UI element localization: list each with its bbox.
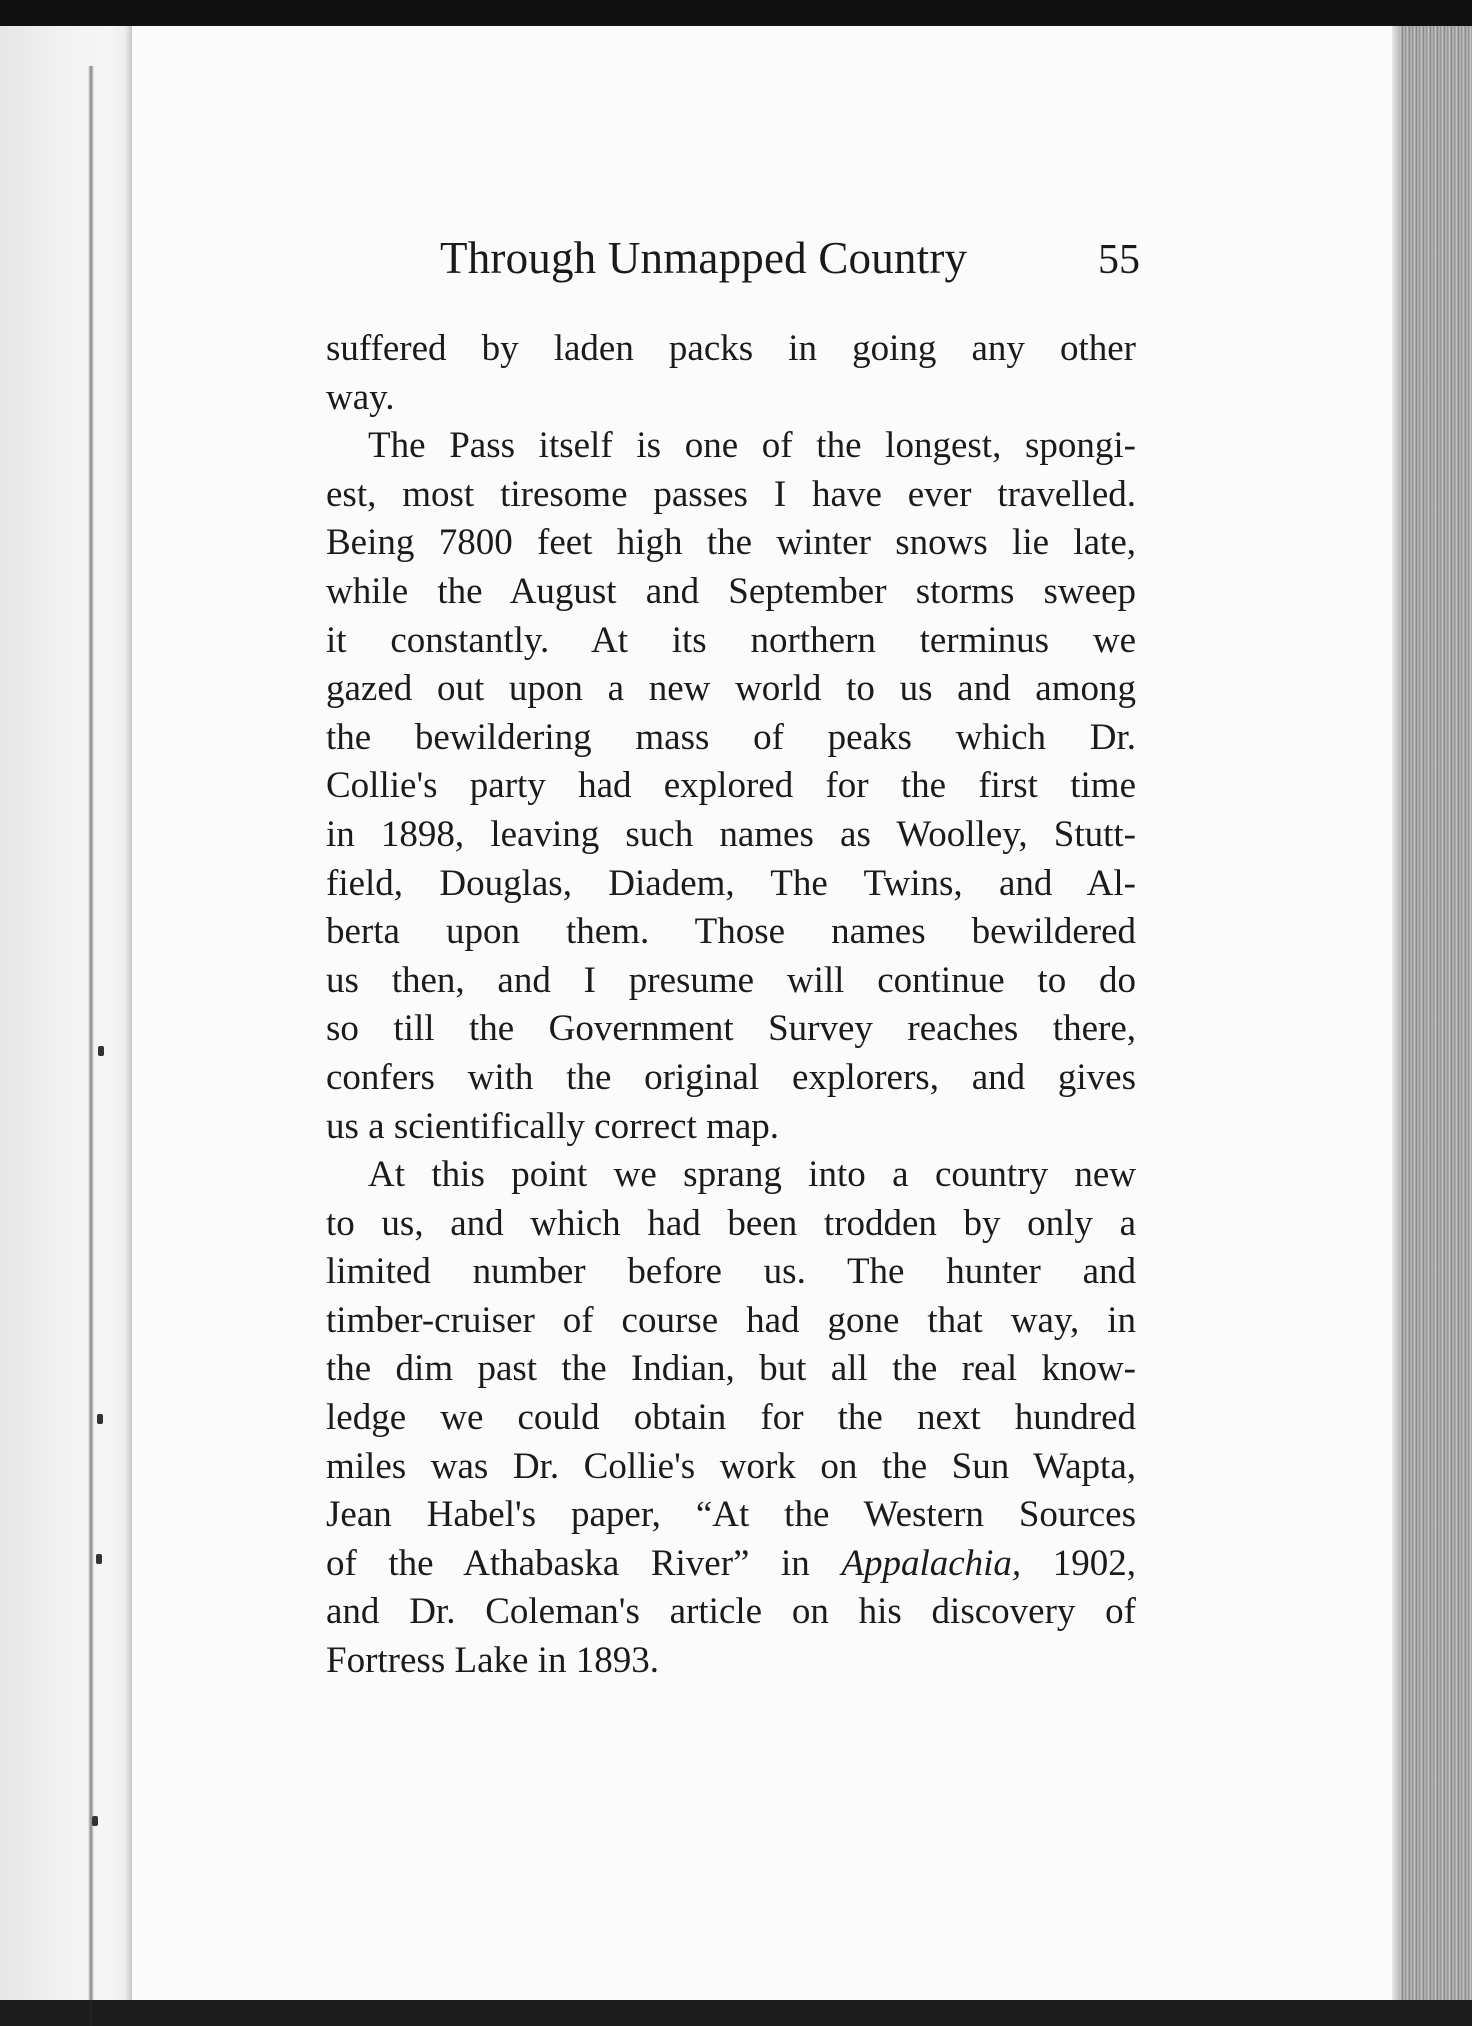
text-line: field, Douglas, Diadem, The Twins, and Al- <box>326 862 1136 904</box>
text-line: and Dr. Coleman's article on his discovery of <box>326 1591 1136 1633</box>
text-line: miles was Dr. Collie's work on the Sun Wapta, <box>326 1445 1136 1487</box>
text-line: us then, and I presume will continue to do <box>326 959 1136 1001</box>
page-stack-edge <box>1392 26 1472 2000</box>
scan-top-edge <box>0 0 1472 26</box>
text-line: est, most tiresome passes I have ever travelled. <box>326 473 1136 515</box>
text-line-with-italic <box>326 1540 1136 1589</box>
text-line: Being 7800 feet high the winter snows lie late, <box>326 522 1136 564</box>
text-segment: 1902, <box>1021 1542 1136 1584</box>
text-line: Collie's party had explored for the first time <box>326 765 1136 807</box>
text-line: in 1898, leaving such names as Woolley, Stutt- <box>326 813 1136 855</box>
text-line: The Pass itself is one of the longest, spongi- <box>368 425 1136 467</box>
running-title: Through Unmapped Country <box>440 233 968 283</box>
text-line: way. <box>326 376 395 418</box>
text-line: it constantly. At its northern terminus we <box>326 619 1136 661</box>
text-line: confers with the original explorers, and gives <box>326 1056 1136 1098</box>
text-line: ledge we could obtain for the next hundred <box>326 1397 1136 1439</box>
text-line: timber-cruiser of course had gone that way, in <box>326 1299 1136 1341</box>
text-line: Fortress Lake in 1893. <box>326 1640 659 1682</box>
text-line: At this point we sprang into a country new <box>368 1154 1136 1196</box>
gutter-mark <box>96 1554 102 1564</box>
left-gutter <box>0 26 140 2000</box>
text-line: Jean Habel's paper, “At the Western Sources <box>326 1494 1136 1536</box>
text-line: the bewildering mass of peaks which Dr. <box>326 716 1136 758</box>
gutter-mark <box>92 1816 98 1826</box>
text-line: berta upon them. Those names bewildered <box>326 911 1136 953</box>
text-line: the dim past the Indian, but all the real know- <box>326 1348 1136 1390</box>
text-line: to us, and which had been trodden by only a <box>326 1202 1136 1244</box>
text-line: while the August and September storms sweep <box>326 570 1136 612</box>
running-head <box>440 232 1140 292</box>
gutter-mark <box>98 1046 104 1056</box>
text-line: gazed out upon a new world to us and among <box>326 668 1136 710</box>
text-line: us a scientifically correct map. <box>326 1105 780 1147</box>
text-line: so till the Government Survey reaches there, <box>326 1008 1136 1050</box>
gutter-mark <box>97 1414 103 1424</box>
text-line: suffered by laden packs in going any other <box>326 328 1136 369</box>
gutter-fold-line <box>88 66 94 2026</box>
italic-title: Appalachia, <box>841 1542 1022 1584</box>
text-line: limited number before us. The hunter and <box>326 1251 1136 1293</box>
body-text <box>326 325 1136 1686</box>
page-number: 55 <box>1098 237 1140 283</box>
text-segment: of the Athabaska River” in <box>326 1542 842 1584</box>
